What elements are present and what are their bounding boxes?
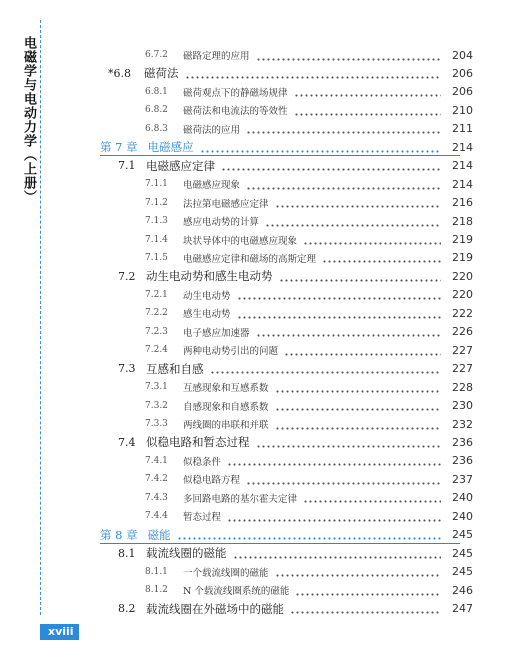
toc-entry[interactable] <box>118 267 473 285</box>
toc-entry-number: 7.4.4 <box>145 511 168 522</box>
leader-dots <box>246 131 441 134</box>
toc-entry-number: *6.8 <box>108 66 131 80</box>
toc-entry-title: 电磁感应定律和磁场的高斯定理 <box>183 253 317 265</box>
toc-entry[interactable] <box>108 64 473 82</box>
toc-entry-page: 214 <box>452 140 473 154</box>
toc-entry-page: 219 <box>452 233 473 246</box>
toc-entry-title: 互感和自感 <box>146 361 204 376</box>
toc-entry[interactable] <box>145 175 473 193</box>
toc-entry[interactable] <box>145 249 473 267</box>
toc-entry-number: 6.8.3 <box>145 123 168 134</box>
toc-entry-title: 电子感应加速器 <box>183 327 250 339</box>
toc-entry-number: 7.3 <box>118 362 136 376</box>
leader-dots <box>237 297 441 300</box>
toc-entry-title: 似稳条件 <box>183 456 222 468</box>
toc-entry-title: 似稳电路和暂态过程 <box>146 435 250 450</box>
leader-dots <box>284 353 441 356</box>
leader-dots <box>256 334 441 337</box>
leader-dots <box>294 113 441 116</box>
toc-entry-page: 206 <box>452 85 473 99</box>
leader-dots <box>177 537 441 540</box>
toc-entry-page: 227 <box>452 343 473 357</box>
toc-entry-number: 7.3.3 <box>145 419 168 429</box>
leader-dots <box>290 611 441 614</box>
toc-entry-page: 245 <box>452 528 473 542</box>
toc-entry-number: 7.2.4 <box>145 345 168 356</box>
leader-dots <box>237 316 441 319</box>
toc-entry-title: 电磁感应定律 <box>146 158 215 173</box>
toc-entry-number: 7.1.4 <box>145 234 168 245</box>
page-number-badge: xviii <box>40 624 79 640</box>
toc-entry-page: 218 <box>452 214 473 228</box>
toc-entry[interactable] <box>145 415 473 433</box>
toc-entry-title: 互感现象和互感系数 <box>183 383 269 395</box>
toc-entry-page: 220 <box>452 288 473 302</box>
toc-entry-title: 两线圈的串联和并联 <box>183 420 269 431</box>
toc-entry-number: 8.2 <box>118 602 136 615</box>
toc-entry-page: 245 <box>452 546 473 560</box>
toc-entry-number: 7.1.5 <box>145 252 168 263</box>
toc-entry-title: 法拉第电磁感应定律 <box>183 198 269 210</box>
toc-entry-page: 245 <box>452 565 473 579</box>
toc-entry[interactable] <box>145 194 473 212</box>
leader-dots <box>265 224 441 227</box>
leader-dots <box>221 168 441 171</box>
toc-entry-number: 7.2.2 <box>145 308 168 319</box>
toc-entry-title: N 个载流线圈系统的磁能 <box>183 586 290 598</box>
toc-entry[interactable] <box>145 101 473 119</box>
toc-entry[interactable] <box>145 286 473 304</box>
toc-entry[interactable] <box>145 581 473 599</box>
book-spine-title: 电磁学与电动力学（上册） <box>21 36 36 204</box>
leader-dots <box>303 242 441 245</box>
toc-entry-number: 7.1.1 <box>145 179 168 190</box>
leader-dots <box>275 205 441 208</box>
toc-entry-title: 两种电动势引出的问题 <box>183 346 279 358</box>
toc-entry-page: 204 <box>452 48 473 62</box>
toc-entry-title: 载流线圈的磁能 <box>146 546 227 561</box>
toc-entry-title: 感应电动势的计算 <box>183 217 260 229</box>
leader-dots <box>295 593 441 596</box>
leader-dots <box>227 519 441 522</box>
leader-dots <box>322 260 441 263</box>
leader-dots <box>275 390 441 393</box>
toc-entry-page: 228 <box>452 380 473 394</box>
toc-entry-number: 7.1 <box>118 159 136 173</box>
toc-entry-title: 一个载流线圈的磁能 <box>183 567 269 579</box>
leader-dots <box>256 445 442 448</box>
toc-entry-number: 7.4.3 <box>145 492 168 503</box>
toc-entry-number: 第 7 章 <box>100 140 138 155</box>
toc-entry-number: 6.8.1 <box>145 86 168 97</box>
toc-entry[interactable] <box>145 452 473 470</box>
leader-dots <box>275 574 441 577</box>
toc-entry-title: 似稳电路方程 <box>183 475 241 487</box>
toc-entry-number: 6.7.2 <box>145 50 168 60</box>
toc-entry-page: 214 <box>452 177 473 191</box>
toc-entry-number: 7.2.3 <box>145 326 168 337</box>
toc-entry[interactable] <box>145 46 473 64</box>
toc-entry-number: 6.8.2 <box>145 105 168 116</box>
toc-entry-number: 7.3.1 <box>145 382 168 393</box>
toc-entry[interactable] <box>145 323 473 341</box>
toc-entry-title: 磁荷法 <box>144 66 179 81</box>
toc-entry-number: 8.1.1 <box>145 566 168 577</box>
toc-entry-title: 块状导体中的电磁感应现象 <box>183 235 298 247</box>
toc-entry-page: 236 <box>452 435 473 449</box>
toc-entry[interactable] <box>145 397 473 415</box>
toc-entry-page: 219 <box>452 251 473 265</box>
toc-entry[interactable] <box>145 231 473 249</box>
leader-dots <box>227 463 441 466</box>
toc-entry[interactable] <box>118 544 473 562</box>
toc-entry-number: 7.4 <box>118 435 136 449</box>
toc-entry-title: 电磁感应现象 <box>183 180 241 192</box>
toc-entry-page: 227 <box>452 362 473 376</box>
toc-entry[interactable] <box>145 341 473 359</box>
leader-dots <box>233 556 442 559</box>
toc-entry-number: 7.1.2 <box>145 197 168 208</box>
toc-entry-title: 动生电动势和感生电动势 <box>146 269 273 284</box>
toc-entry-page: 216 <box>452 196 473 210</box>
toc-entry-number: 7.2 <box>118 269 136 283</box>
leader-dots <box>294 94 441 97</box>
toc-entry-number: 7.3.2 <box>145 400 168 411</box>
toc-entry-page: 230 <box>452 399 473 413</box>
toc-entry-page: 246 <box>452 583 473 597</box>
toc-entry-title: 电磁感应 <box>147 140 194 155</box>
leader-dots <box>185 76 442 79</box>
toc-entry-page: 240 <box>452 491 473 505</box>
toc-entry[interactable] <box>145 304 473 322</box>
leader-dots <box>256 58 441 61</box>
toc-entry[interactable] <box>118 360 473 378</box>
toc-entry[interactable] <box>145 470 473 488</box>
toc-entry[interactable] <box>145 507 473 525</box>
toc-entry-number: 7.4.2 <box>145 474 168 485</box>
toc-entry-number: 8.1.2 <box>145 585 168 596</box>
margin-dashed-line <box>40 20 41 615</box>
toc-entry[interactable] <box>145 563 473 581</box>
toc-entry-title: 感生电动势 <box>183 309 231 321</box>
toc-entry-title: 磁能 <box>147 527 171 542</box>
leader-dots <box>275 427 441 430</box>
toc-entry-page: 210 <box>452 103 473 117</box>
toc-entry[interactable] <box>118 600 473 618</box>
toc-entry[interactable] <box>145 83 473 101</box>
toc-entry-number: 7.4.1 <box>145 455 168 466</box>
leader-dots <box>200 150 441 153</box>
leader-dots <box>246 482 441 485</box>
leader-dots <box>210 371 442 374</box>
toc-entry-page: 240 <box>452 509 473 523</box>
toc-entry[interactable] <box>145 212 473 230</box>
leader-dots <box>246 187 441 190</box>
toc-entry[interactable] <box>145 120 473 138</box>
toc-entry-number: 7.1.3 <box>145 216 168 227</box>
toc-entry-title: 磁路定理的应用 <box>183 51 250 62</box>
toc-entry[interactable] <box>145 378 473 396</box>
toc-entry[interactable] <box>118 157 473 175</box>
toc-chapter-entry[interactable] <box>100 526 473 544</box>
toc-entry-page: 226 <box>452 325 473 339</box>
toc-entry-page: 237 <box>452 472 473 486</box>
toc-entry-title: 动生电动势 <box>183 290 231 302</box>
toc-entry-title: 暂态过程 <box>183 512 222 524</box>
toc-entry-page: 214 <box>452 159 473 173</box>
toc-entry-title: 磁荷观点下的静磁场规律 <box>183 87 288 99</box>
leader-dots <box>303 500 441 503</box>
toc-entry-title: 自感现象和自感系数 <box>183 401 269 413</box>
leader-dots <box>279 279 442 282</box>
toc-entry-page: 236 <box>452 454 473 468</box>
toc-entry[interactable] <box>118 433 473 451</box>
toc-entry-page: 232 <box>452 417 473 431</box>
toc-entry-title: 磁荷法的应用 <box>183 124 241 136</box>
toc-entry-page: 211 <box>452 122 473 136</box>
toc-entry-title: 多回路电路的基尔霍夫定律 <box>183 493 298 505</box>
toc-entry-title: 载流线圈在外磁场中的磁能 <box>146 601 284 616</box>
toc-entry-number: 8.1 <box>118 546 136 560</box>
leader-dots <box>275 408 441 411</box>
toc-entry-page: 206 <box>452 66 473 80</box>
toc-entry-number: 7.2.1 <box>145 289 168 300</box>
toc-entry-page: 247 <box>452 602 473 615</box>
toc-entry-page: 222 <box>452 306 473 320</box>
toc-chapter-entry[interactable] <box>100 138 473 156</box>
toc-entry-page: 220 <box>452 269 473 283</box>
toc-entry-number: 第 8 章 <box>100 527 138 542</box>
toc-entry-title: 磁荷法和电流法的等效性 <box>183 106 288 118</box>
toc-entry[interactable] <box>145 489 473 507</box>
